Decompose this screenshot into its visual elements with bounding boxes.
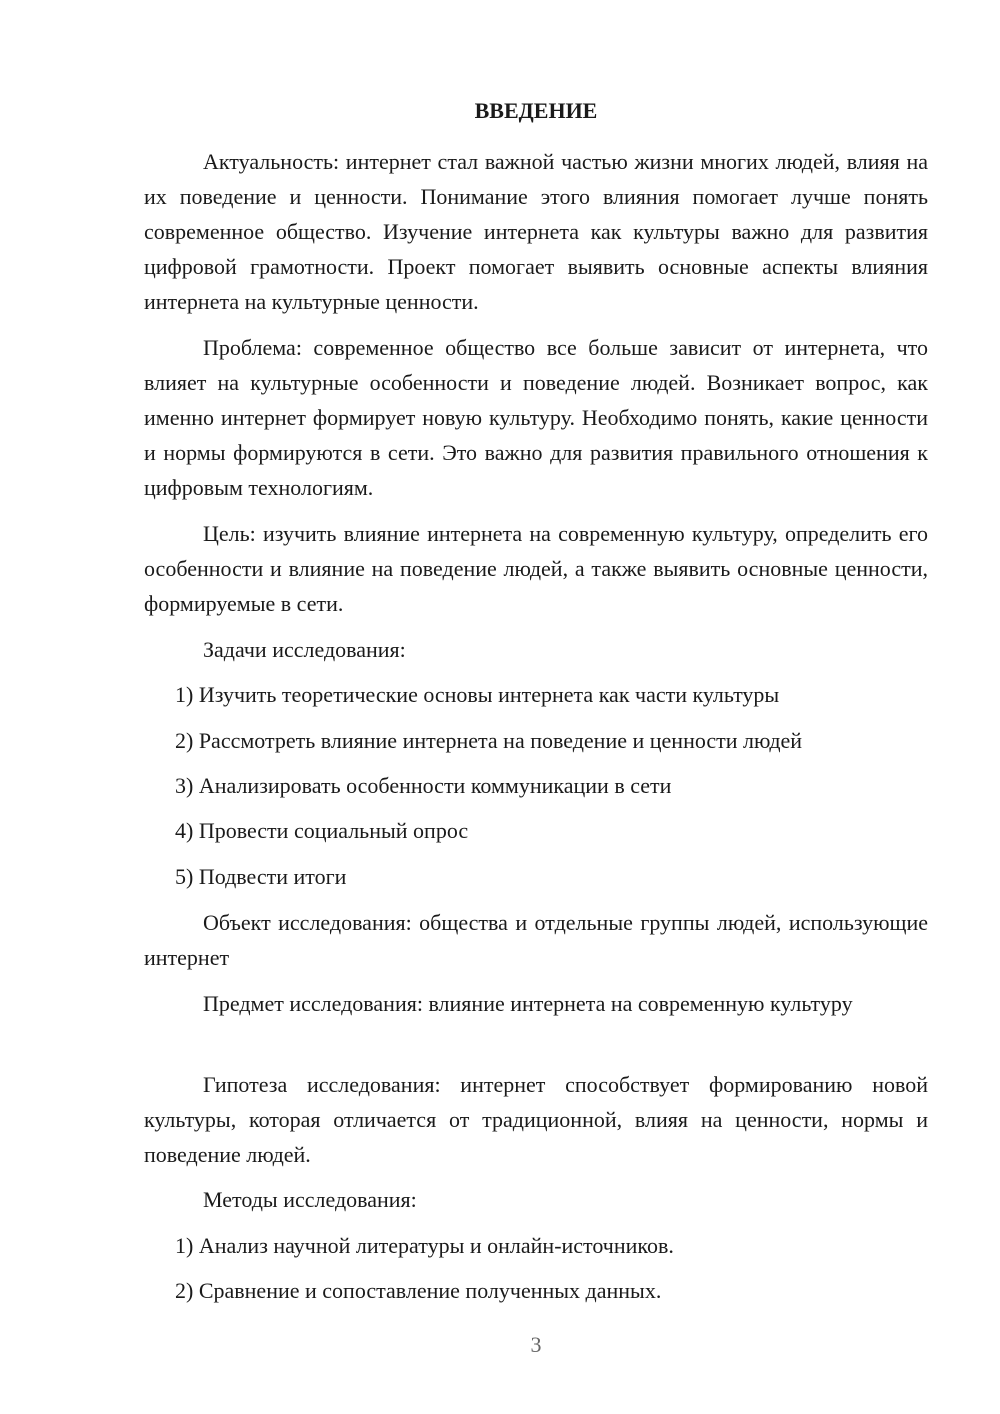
problem-paragraph: Проблема: современное общество все больше зависит от интернета, что влияет на культурные особенности и поведение людей. Возникает вопрос, как именно интернет формирует новую культуру. Необходимо понять, какие ценности и нормы формируются в сети. Это важно для развития правильного отношения к цифровым технологиям. [144, 335, 928, 500]
object-paragraph: Объект исследования: общества и отдельные группы людей, использующие интернет [144, 910, 928, 970]
task-item: 5) Подвести итоги [175, 864, 347, 889]
task-item: 4) Провести социальный опрос [175, 818, 469, 843]
task-item: 1) Изучить теоретические основы интернета как части культуры [175, 682, 780, 707]
method-item: 1) Анализ научной литературы и онлайн-источников. [175, 1233, 674, 1258]
page-number: 3 [530, 1332, 542, 1357]
task-item: 2) Рассмотреть влияние интернета на поведение и ценности людей [175, 728, 803, 753]
methods-heading: Методы исследования: [203, 1187, 417, 1212]
subject-paragraph: Предмет исследования: влияние интернета на современную культуру [203, 991, 853, 1016]
task-item: 3) Анализировать особенности коммуникации в сети [175, 773, 672, 798]
hypothesis-paragraph: Гипотеза исследования: интернет способствует формированию новой культуры, которая отличается от традиционной, влияя на ценности, нормы и поведение людей. [144, 1072, 928, 1167]
tasks-heading: Задачи исследования: [203, 637, 406, 662]
goal-paragraph: Цель: изучить влияние интернета на современную культуру, определить его особенности и влияние на поведение людей, а также выявить основные ценности, формируемые в сети. [144, 521, 928, 616]
section-title: ВВЕДЕНИЕ [474, 98, 598, 123]
relevance-paragraph: Актуальность: интернет стал важной частью жизни многих людей, влияя на их поведение и ценности. Понимание этого влияния помогает лучше понять современное общество. Изучение интернета как культуры важно для развития цифровой грамотности. Проект помогает выявить основные аспекты влияния интернета на культурные ценности. [144, 149, 928, 314]
method-item: 2) Сравнение и сопоставление полученных данных. [175, 1278, 662, 1303]
